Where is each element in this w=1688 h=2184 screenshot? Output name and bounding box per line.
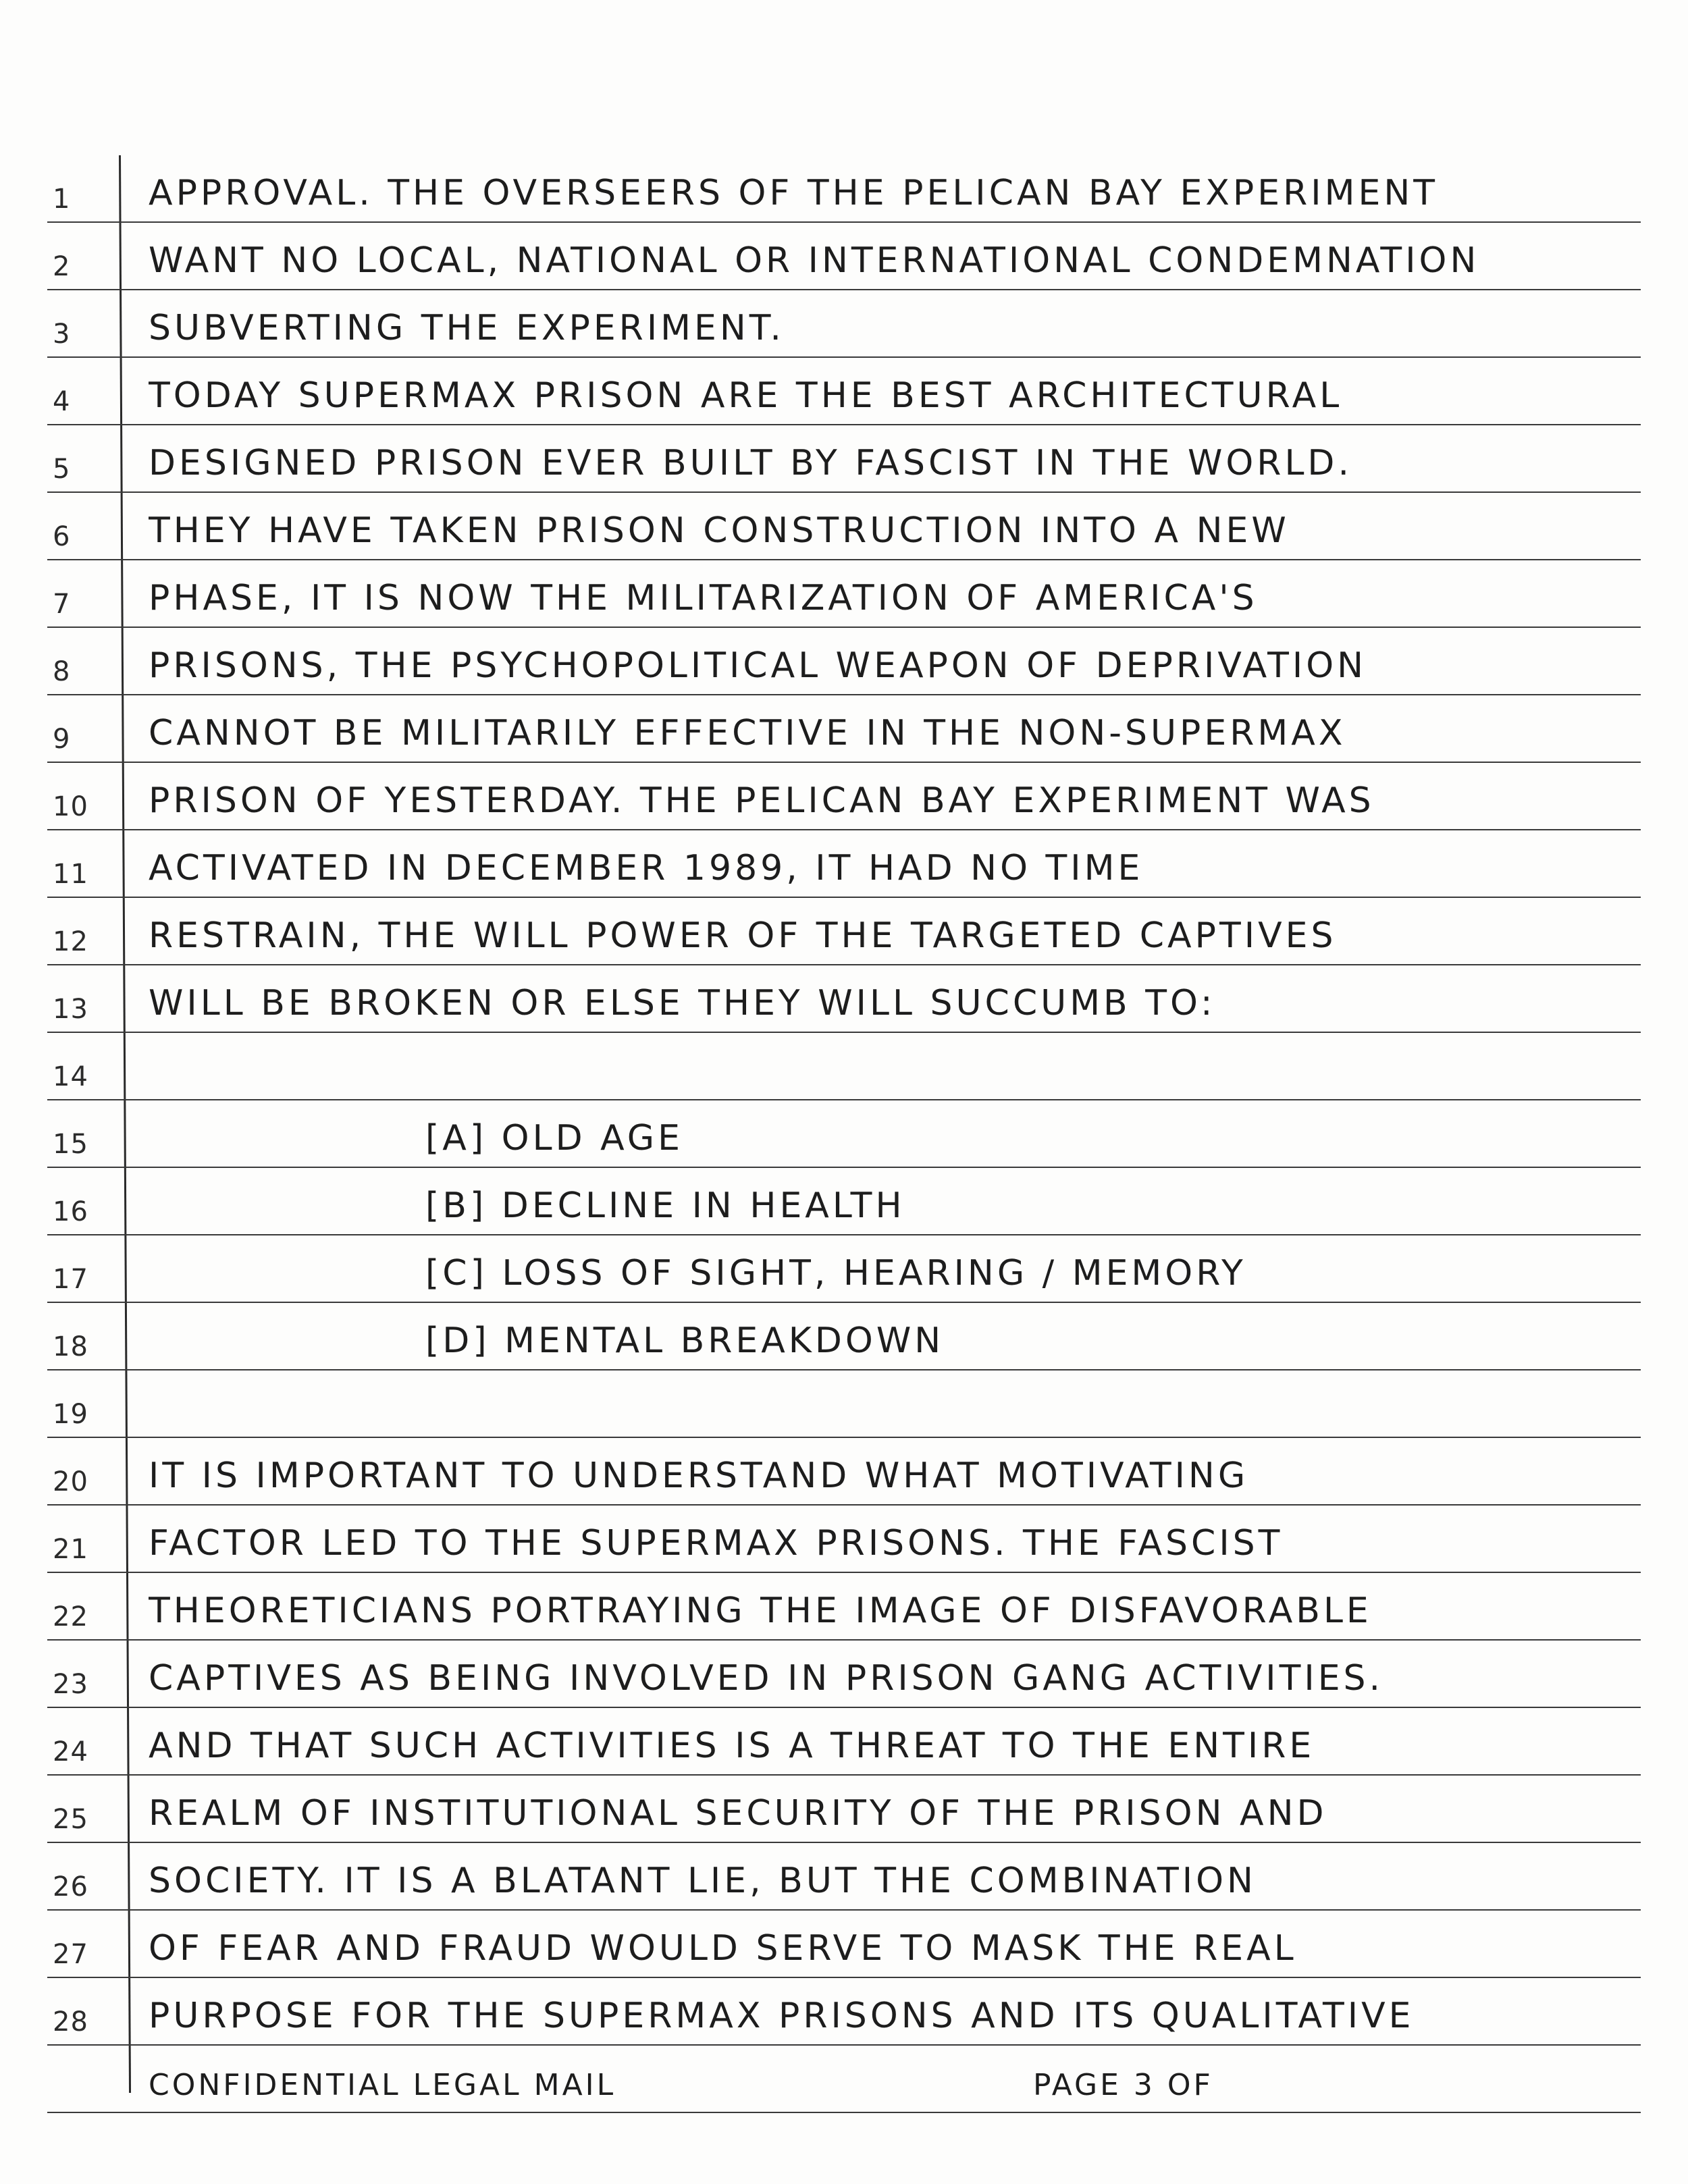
document-line	[47, 763, 1641, 830]
line-number: 8	[53, 656, 71, 687]
document-line	[47, 493, 1641, 560]
line-text: [A] OLD AGE	[425, 1118, 683, 1158]
line-number: 11	[53, 859, 88, 890]
document-line	[47, 1708, 1641, 1776]
footer-confidential-label: CONFIDENTIAL LEGAL MAIL	[149, 2068, 616, 2102]
line-number: 17	[53, 1264, 88, 1295]
line-text: SOCIETY. IT IS A BLATANT LIE, BUT THE COMBINATION	[149, 1861, 1257, 1901]
line-text: [D] MENTAL BREAKDOWN	[425, 1321, 945, 1361]
line-number: 14	[53, 1061, 88, 1092]
document-line	[47, 965, 1641, 1033]
line-text: THEY HAVE TAKEN PRISON CONSTRUCTION INTO A NEW	[149, 510, 1290, 551]
line-number: 1	[53, 184, 71, 215]
document-line	[47, 290, 1641, 358]
handwritten-lines	[47, 155, 1641, 2113]
line-number: 26	[53, 1871, 88, 1902]
document-line	[47, 1843, 1641, 1911]
line-number: 2	[53, 251, 71, 282]
line-number: 3	[53, 319, 71, 350]
line-number: 9	[53, 724, 71, 755]
line-text: APPROVAL. THE OVERSEERS OF THE PELICAN BAY EXPERIMENT	[149, 173, 1438, 213]
line-text: PURPOSE FOR THE SUPERMAX PRISONS AND ITS QUALITATIVE	[149, 1996, 1415, 2036]
line-text: [B] DECLINE IN HEALTH	[425, 1186, 905, 1226]
line-text: RESTRAIN, THE WILL POWER OF THE TARGETED CAPTIVES	[149, 915, 1337, 956]
line-text: CAPTIVES AS BEING INVOLVED IN PRISON GANG ACTIVITIES.	[149, 1658, 1384, 1699]
line-number: 10	[53, 791, 88, 822]
line-text: [C] LOSS OF SIGHT, HEARING / MEMORY	[425, 1253, 1246, 1294]
line-number: 4	[53, 386, 71, 417]
line-text: PHASE, IT IS NOW THE MILITARIZATION OF AMERICA'S	[149, 578, 1258, 618]
document-line	[47, 1641, 1641, 1708]
line-text: TODAY SUPERMAX PRISON ARE THE BEST ARCHITECTURAL	[149, 375, 1343, 416]
page-footer	[47, 2046, 1641, 2113]
document-line	[47, 1235, 1641, 1303]
document-line	[47, 695, 1641, 763]
line-text: THEORETICIANS PORTRAYING THE IMAGE OF DISFAVORABLE	[149, 1591, 1372, 1631]
line-number: 21	[53, 1534, 88, 1565]
line-text: AND THAT SUCH ACTIVITIES IS A THREAT TO THE ENTIRE	[149, 1726, 1315, 1766]
line-number: 13	[53, 994, 88, 1025]
document-line	[47, 1168, 1641, 1235]
line-text: IT IS IMPORTANT TO UNDERSTAND WHAT MOTIVATING	[149, 1456, 1249, 1496]
line-text: FACTOR LED TO THE SUPERMAX PRISONS. THE FASCIST	[149, 1523, 1284, 1564]
line-text: WANT NO LOCAL, NATIONAL OR INTERNATIONAL CONDEMNATION	[149, 240, 1480, 281]
line-text: SUBVERTING THE EXPERIMENT.	[149, 308, 785, 348]
line-number: 23	[53, 1669, 88, 1700]
line-number: 19	[53, 1399, 88, 1430]
document-line	[47, 1776, 1641, 1843]
line-text: PRISON OF YESTERDAY. THE PELICAN BAY EXPERIMENT WAS	[149, 780, 1375, 821]
document-line	[47, 1506, 1641, 1573]
line-number: 6	[53, 521, 71, 552]
line-number: 5	[53, 454, 71, 485]
line-number: 27	[53, 1939, 88, 1970]
document-line	[47, 830, 1641, 898]
line-text: PRISONS, THE PSYCHOPOLITICAL WEAPON OF DEPRIVATION	[149, 645, 1367, 686]
document-line	[47, 628, 1641, 695]
document-line	[47, 358, 1641, 425]
document-line	[47, 1370, 1641, 1438]
document-line	[47, 1911, 1641, 1978]
document-line	[47, 1978, 1641, 2046]
document-line	[47, 898, 1641, 965]
document-line	[47, 425, 1641, 493]
line-text: OF FEAR AND FRAUD WOULD SERVE TO MASK THE REAL	[149, 1928, 1297, 1969]
line-text: REALM OF INSTITUTIONAL SECURITY OF THE PRISON AND	[149, 1793, 1327, 1834]
line-text: WILL BE BROKEN OR ELSE THEY WILL SUCCUMB TO:	[149, 983, 1216, 1023]
document-line	[47, 1033, 1641, 1100]
document-line	[47, 1303, 1641, 1370]
document-line	[47, 155, 1641, 223]
line-number: 12	[53, 926, 88, 957]
document-line	[47, 560, 1641, 628]
document-line	[47, 1573, 1641, 1641]
line-text: CANNOT BE MILITARILY EFFECTIVE IN THE NON-SUPERMAX	[149, 713, 1346, 753]
line-number: 18	[53, 1331, 88, 1362]
line-text: ACTIVATED IN DECEMBER 1989, IT HAD NO TIME	[149, 848, 1144, 888]
line-number: 20	[53, 1466, 88, 1497]
line-number: 28	[53, 2006, 88, 2037]
line-number: 16	[53, 1196, 88, 1227]
line-number: 24	[53, 1736, 88, 1767]
line-number: 15	[53, 1129, 88, 1160]
document-line	[47, 1100, 1641, 1168]
line-text: DESIGNED PRISON EVER BUILT BY FASCIST IN THE WORLD.	[149, 443, 1352, 483]
document-line	[47, 1438, 1641, 1506]
footer-page-number: PAGE 3 OF	[1033, 2068, 1213, 2102]
line-number: 25	[53, 1804, 88, 1835]
line-number: 22	[53, 1601, 88, 1632]
document-line	[47, 223, 1641, 290]
line-number: 7	[53, 589, 71, 620]
